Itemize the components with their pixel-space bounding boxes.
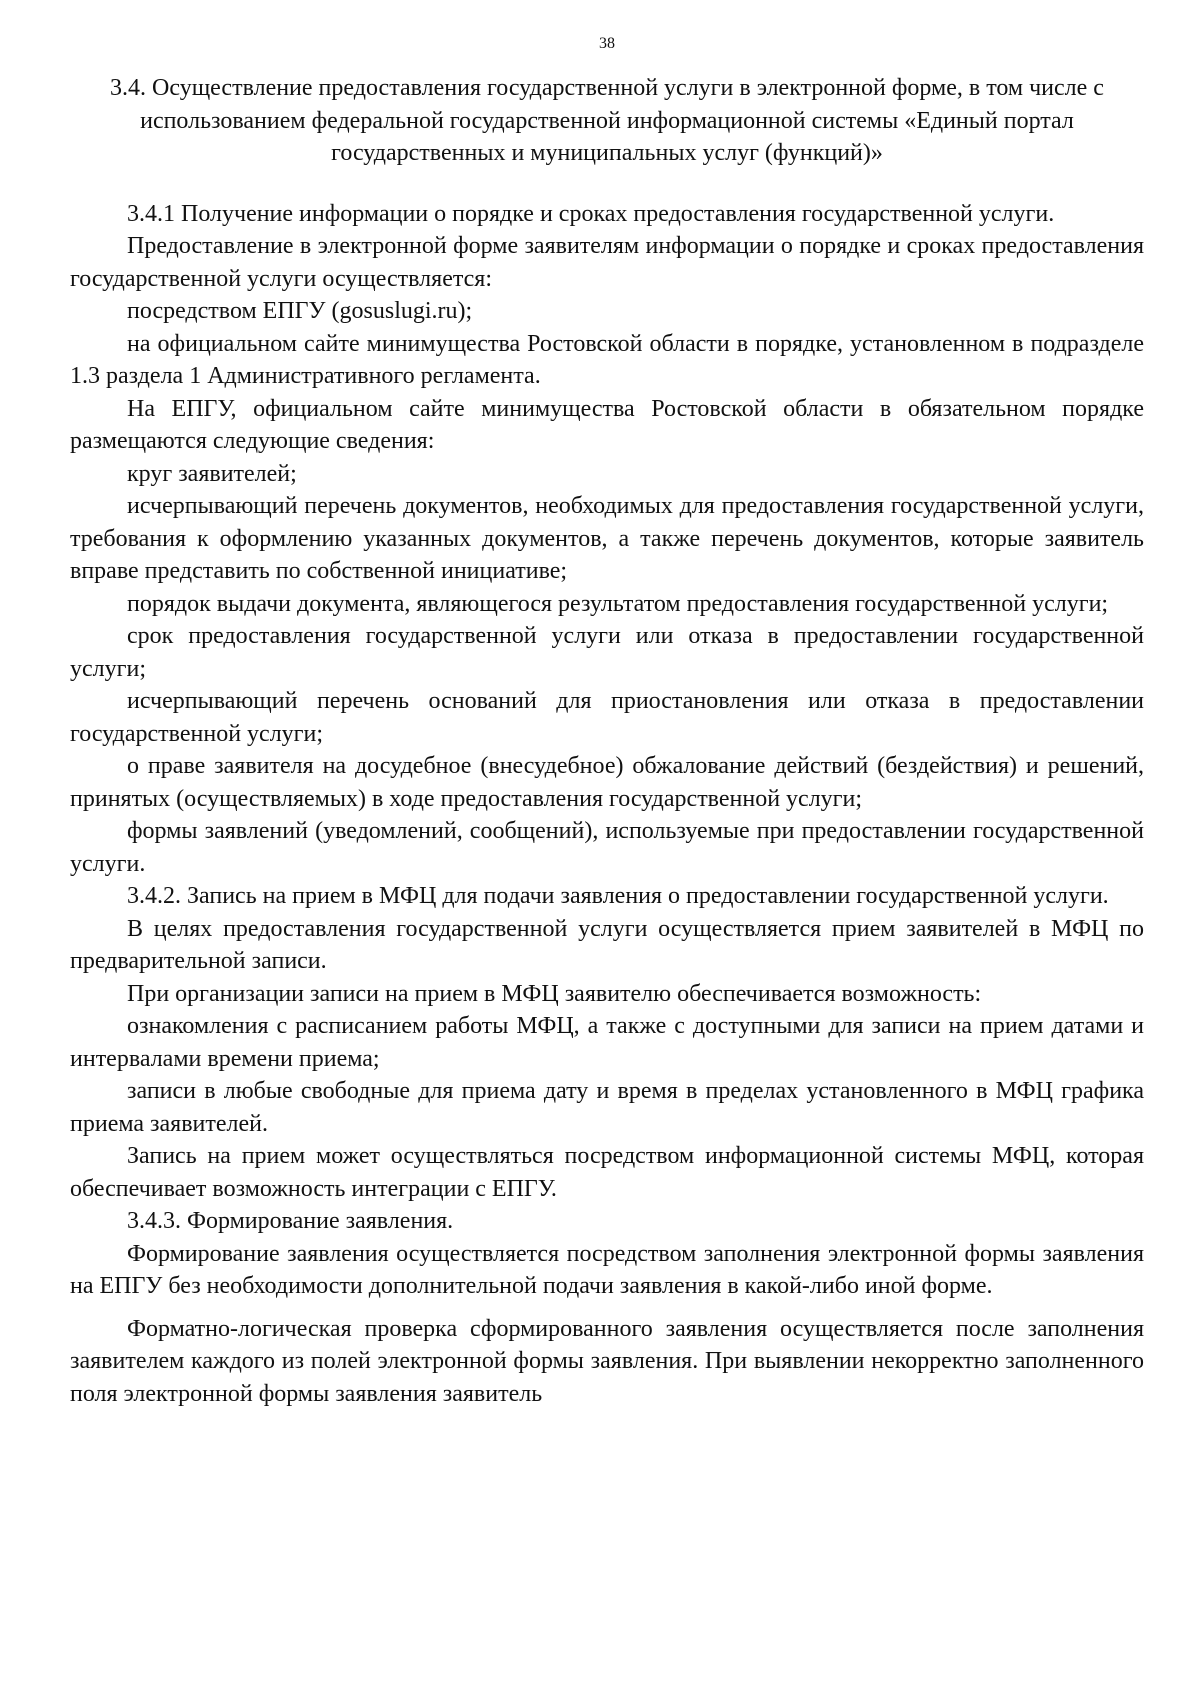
paragraph: порядок выдачи документа, являющегося результатом предоставления государственной услуги; [127, 590, 1109, 617]
paragraph: посредством ЕПГУ (gosuslugi.ru); [127, 298, 473, 324]
paragraph: 3.4.1 Получение информации о порядке и сроках предоставления государственной услуги. [127, 200, 1055, 227]
paragraph: Запись на прием может осуществляться посредством информационной системы МФЦ, которая обеспечивает возможность интеграции с ЕПГУ. [70, 1143, 1144, 1202]
paragraph: записи в любые свободные для приема дату и время в пределах установленного в МФЦ графика приема заявителей. [70, 1078, 1144, 1137]
document-body [70, 198, 1144, 1411]
paragraph: Предоставление в электронной форме заявителям информации о порядке и сроках предоставления государственной услуги осуществляется: [70, 233, 1144, 292]
paragraph: исчерпывающий перечень документов, необходимых для предоставления государственной услуги, требования к оформлению указанных документов, а также перечень документов, которые заявитель вправе представить по собственной инициативе; [70, 493, 1144, 584]
paragraph: При организации записи на прием в МФЦ заявителю обеспечивается возможность: [127, 980, 982, 1007]
paragraph: о праве заявителя на досудебное (внесудебное) обжалование действий (бездействия) и решений, принятых (осуществляемых) в ходе предоставления государственной услуги; [70, 753, 1144, 812]
paragraph: на официальном сайте минимущества Ростовской области в порядке, установленном в подразделе 1.3 раздела 1 Административного регламента. [70, 330, 1144, 389]
paragraph: формы заявлений (уведомлений, сообщений), используемые при предоставлении государственной услуги. [70, 818, 1144, 877]
paragraph: На ЕПГУ, официальном сайте минимущества Ростовской области в обязательном порядке размещаются следующие сведения: [70, 395, 1144, 454]
page-number: 38 [599, 35, 615, 52]
paragraph: ознакомления с расписанием работы МФЦ, а также с доступными для записи на прием датами и интервалами времени приема; [70, 1013, 1144, 1072]
paragraph: 3.4.2. Запись на прием в МФЦ для подачи заявления о предоставлении государственной услуги. [127, 883, 1109, 909]
document-page [70, 34, 1144, 1410]
section-heading: 3.4. Осуществление предоставления государственной услуги в электронной форме, в том числе с использованием федеральной государственной информационной системы «Единый портал государственных и муниципальных услуг (функций)» [110, 75, 1104, 166]
paragraph: 3.4.3. Формирование заявления. [127, 1208, 454, 1234]
paragraph: срок предоставления государственной услуги или отказа в предоставлении государственной услуги; [70, 623, 1144, 682]
paragraph: Формирование заявления осуществляется посредством заполнения электронной формы заявления на ЕПГУ без необходимости дополнительной подачи заявления в какой-либо иной форме. [70, 1240, 1144, 1299]
paragraph: В целях предоставления государственной услуги осуществляется прием заявителей в МФЦ по предварительной записи. [70, 915, 1144, 974]
paragraph: круг заявителей; [127, 460, 297, 487]
paragraph: исчерпывающий перечень оснований для приостановления или отказа в предоставлении государственной услуги; [70, 688, 1144, 747]
paragraph: Форматно-логическая проверка сформированного заявления осуществляется после заполнения заявителем каждого из полей электронной формы заявления. При выявлении некорректно заполненного поля электронной формы заявления заявитель [70, 1315, 1144, 1407]
